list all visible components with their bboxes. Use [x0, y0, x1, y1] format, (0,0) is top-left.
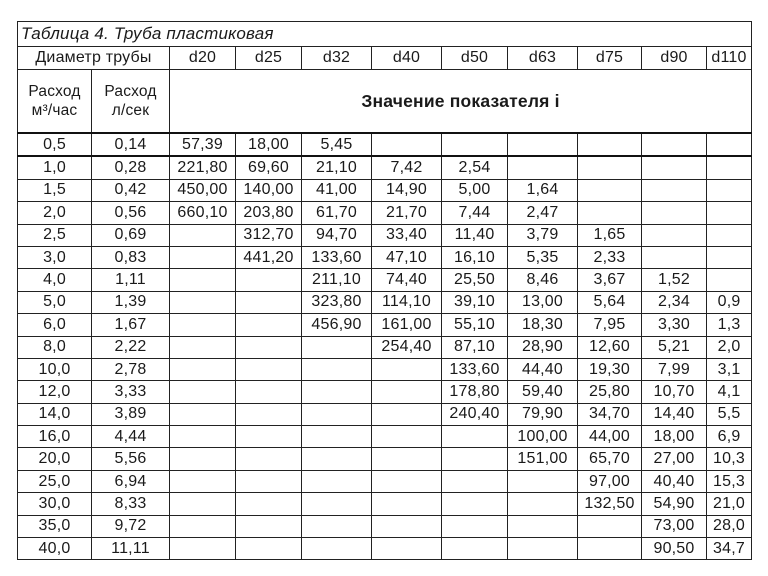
table-row: [18, 336, 752, 358]
value-cell: [508, 515, 578, 537]
value-cell: [170, 224, 236, 246]
value-cell: 34,70: [578, 403, 642, 425]
flow-m3h-cell: 0,5: [18, 133, 92, 156]
value-cell: 10,70: [642, 381, 707, 403]
value-cell: 5,5: [707, 403, 752, 425]
flow-ls-cell: 3,89: [92, 403, 170, 425]
value-cell: [302, 381, 372, 403]
value-cell: 18,30: [508, 314, 578, 336]
flow-m3h-cell: 30,0: [18, 493, 92, 515]
value-cell: [442, 515, 508, 537]
pipe-table-container: [17, 21, 751, 560]
value-cell: 254,40: [372, 336, 442, 358]
value-cell: 1,65: [578, 224, 642, 246]
value-cell: 15,3: [707, 470, 752, 492]
value-cell: 65,70: [578, 448, 642, 470]
table-row: [18, 358, 752, 380]
value-cell: 240,40: [442, 403, 508, 425]
flow-m3h-cell: 2,0: [18, 202, 92, 224]
diameter-label: Диаметр трубы: [18, 47, 170, 70]
value-cell: [578, 538, 642, 560]
flow-ls-cell: 5,56: [92, 448, 170, 470]
value-cell: [372, 470, 442, 492]
flow-m3h-cell: 4,0: [18, 269, 92, 291]
value-cell: 40,40: [642, 470, 707, 492]
flow-m3h-cell: 12,0: [18, 381, 92, 403]
flow-ls-cell: 0,42: [92, 179, 170, 201]
value-cell: [302, 470, 372, 492]
value-cell: 5,45: [302, 133, 372, 156]
value-cell: 203,80: [236, 202, 302, 224]
diameter-d90: d90: [642, 47, 707, 70]
diameter-d110: d110: [707, 47, 752, 70]
value-cell: [170, 426, 236, 448]
value-cell: [302, 426, 372, 448]
value-cell: 1,3: [707, 314, 752, 336]
flow-ls-cell: 1,11: [92, 269, 170, 291]
flow-m3h-cell: 40,0: [18, 538, 92, 560]
flow-ls-cell: 6,94: [92, 470, 170, 492]
value-cell: 97,00: [578, 470, 642, 492]
table-row: [18, 448, 752, 470]
flow-m3h-cell: 2,5: [18, 224, 92, 246]
value-cell: 19,30: [578, 358, 642, 380]
value-cell: 28,90: [508, 336, 578, 358]
value-cell: [508, 156, 578, 179]
value-cell: 33,40: [372, 224, 442, 246]
value-cell: 5,21: [642, 336, 707, 358]
value-cell: [236, 403, 302, 425]
flow-ls-cell: 0,69: [92, 224, 170, 246]
value-cell: 6,9: [707, 426, 752, 448]
value-cell: [578, 179, 642, 201]
value-cell: [707, 156, 752, 179]
flow-m3h-header-text: Расход м³/час: [28, 83, 81, 119]
flow-ls-cell: 9,72: [92, 515, 170, 537]
flow-ls-cell: 2,78: [92, 358, 170, 380]
diameter-d50: d50: [442, 47, 508, 70]
table-row: [18, 179, 752, 201]
table-row: [18, 381, 752, 403]
value-cell: 1,52: [642, 269, 707, 291]
value-cell: 21,0: [707, 493, 752, 515]
value-cell: [372, 133, 442, 156]
table-row: [18, 515, 752, 537]
value-cell: [170, 314, 236, 336]
value-cell: [236, 358, 302, 380]
table-row: [18, 269, 752, 291]
value-cell: 16,10: [442, 246, 508, 268]
value-cell: 132,50: [578, 493, 642, 515]
value-cell: [302, 448, 372, 470]
value-cell: 2,34: [642, 291, 707, 313]
value-cell: 456,90: [302, 314, 372, 336]
value-cell: 660,10: [170, 202, 236, 224]
value-cell: 61,70: [302, 202, 372, 224]
flow-ls-cell: 0,14: [92, 133, 170, 156]
value-cell: [372, 493, 442, 515]
value-cell: 441,20: [236, 246, 302, 268]
value-cell: [642, 202, 707, 224]
value-cell: 44,00: [578, 426, 642, 448]
value-cell: [508, 493, 578, 515]
table-row: [18, 426, 752, 448]
value-cell: 3,1: [707, 358, 752, 380]
flow-ls-header: [92, 70, 170, 134]
value-cell: [707, 133, 752, 156]
flow-ls-cell: 2,22: [92, 336, 170, 358]
value-cell: [372, 381, 442, 403]
table-row: [18, 246, 752, 268]
value-cell: [236, 470, 302, 492]
value-cell: [442, 426, 508, 448]
value-cell: 18,00: [236, 133, 302, 156]
value-cell: 5,00: [442, 179, 508, 201]
value-cell: [236, 381, 302, 403]
value-cell: [578, 515, 642, 537]
diameter-d25: d25: [236, 47, 302, 70]
value-cell: 39,10: [442, 291, 508, 313]
value-cell: 100,00: [508, 426, 578, 448]
value-cell: 3,79: [508, 224, 578, 246]
flow-m3h-cell: 25,0: [18, 470, 92, 492]
flow-ls-cell: 0,83: [92, 246, 170, 268]
value-cell: [170, 515, 236, 537]
value-cell: [642, 156, 707, 179]
flow-ls-header-text: Расход л/сек: [104, 83, 157, 119]
value-cell: [442, 493, 508, 515]
value-cell: [236, 538, 302, 560]
value-cell: [642, 133, 707, 156]
diameter-d63: d63: [508, 47, 578, 70]
value-cell: 14,40: [642, 403, 707, 425]
value-cell: [170, 381, 236, 403]
value-cell: [578, 133, 642, 156]
value-cell: 133,60: [442, 358, 508, 380]
flow-m3h-cell: 8,0: [18, 336, 92, 358]
value-cell: 221,80: [170, 156, 236, 179]
value-cell: [508, 538, 578, 560]
value-cell: [170, 538, 236, 560]
value-cell: [236, 493, 302, 515]
value-cell: 5,35: [508, 246, 578, 268]
table-row: [18, 493, 752, 515]
flow-ls-cell: 4,44: [92, 426, 170, 448]
value-cell: 7,42: [372, 156, 442, 179]
table-row: [18, 202, 752, 224]
value-cell: 7,44: [442, 202, 508, 224]
flow-m3h-cell: 35,0: [18, 515, 92, 537]
flow-ls-cell: 0,56: [92, 202, 170, 224]
value-cell: 69,60: [236, 156, 302, 179]
value-cell: [302, 515, 372, 537]
value-cell: 25,50: [442, 269, 508, 291]
value-cell: 5,64: [578, 291, 642, 313]
value-cell: 4,1: [707, 381, 752, 403]
value-cell: [372, 448, 442, 470]
diameter-d75: d75: [578, 47, 642, 70]
value-cell: [170, 470, 236, 492]
flow-ls-cell: 1,67: [92, 314, 170, 336]
value-cell: 0,9: [707, 291, 752, 313]
value-cell: [442, 538, 508, 560]
flow-m3h-cell: 1,0: [18, 156, 92, 179]
value-cell: [170, 403, 236, 425]
value-cell: 14,90: [372, 179, 442, 201]
flow-m3h-cell: 5,0: [18, 291, 92, 313]
value-cell: 450,00: [170, 179, 236, 201]
value-cell: [236, 314, 302, 336]
value-cell: 57,39: [170, 133, 236, 156]
flow-m3h-cell: 16,0: [18, 426, 92, 448]
value-cell: [170, 291, 236, 313]
value-cell: [442, 448, 508, 470]
value-cell: [508, 470, 578, 492]
value-cell: 7,99: [642, 358, 707, 380]
value-cell: 54,90: [642, 493, 707, 515]
value-cell: 8,46: [508, 269, 578, 291]
value-cell: [642, 246, 707, 268]
table-title: Таблица 4. Труба пластиковая: [18, 22, 752, 47]
value-cell: 27,00: [642, 448, 707, 470]
value-cell: [170, 269, 236, 291]
diameter-d20: d20: [170, 47, 236, 70]
flow-ls-cell: 8,33: [92, 493, 170, 515]
table-row: [18, 133, 752, 156]
value-cell: [236, 336, 302, 358]
value-cell: 73,00: [642, 515, 707, 537]
value-cell: 312,70: [236, 224, 302, 246]
flow-m3h-cell: 6,0: [18, 314, 92, 336]
value-cell: 2,33: [578, 246, 642, 268]
value-cell: [170, 358, 236, 380]
value-cell: [302, 403, 372, 425]
value-cell: 2,54: [442, 156, 508, 179]
value-cell: [302, 358, 372, 380]
value-cell: [707, 224, 752, 246]
value-cell: 55,10: [442, 314, 508, 336]
value-cell: 25,80: [578, 381, 642, 403]
value-cell: 94,70: [302, 224, 372, 246]
value-cell: 34,7: [707, 538, 752, 560]
value-header: Значение показателя i: [170, 70, 752, 134]
value-cell: 13,00: [508, 291, 578, 313]
value-cell: 2,0: [707, 336, 752, 358]
flow-m3h-cell: 10,0: [18, 358, 92, 380]
value-cell: 211,10: [302, 269, 372, 291]
value-cell: 21,10: [302, 156, 372, 179]
value-cell: 323,80: [302, 291, 372, 313]
value-cell: [372, 403, 442, 425]
value-cell: 1,64: [508, 179, 578, 201]
value-cell: [302, 538, 372, 560]
value-cell: 21,70: [372, 202, 442, 224]
table-row: [18, 314, 752, 336]
value-cell: [236, 426, 302, 448]
flow-ls-cell: 1,39: [92, 291, 170, 313]
value-cell: [170, 493, 236, 515]
value-cell: [372, 426, 442, 448]
pipe-resistance-table: [17, 21, 752, 560]
value-cell: [442, 470, 508, 492]
table-row: [18, 224, 752, 246]
value-cell: [236, 515, 302, 537]
value-cell: 10,3: [707, 448, 752, 470]
value-cell: [707, 246, 752, 268]
value-cell: 2,47: [508, 202, 578, 224]
table-row: [18, 291, 752, 313]
value-cell: [707, 269, 752, 291]
flow-m3h-cell: 3,0: [18, 246, 92, 268]
value-cell: [372, 538, 442, 560]
flow-ls-cell: 11,11: [92, 538, 170, 560]
value-cell: [236, 291, 302, 313]
value-cell: 44,40: [508, 358, 578, 380]
value-cell: [442, 133, 508, 156]
table-row: [18, 538, 752, 560]
diameter-d32: d32: [302, 47, 372, 70]
value-cell: 41,00: [302, 179, 372, 201]
flow-ls-cell: 3,33: [92, 381, 170, 403]
value-cell: [302, 493, 372, 515]
flow-m3h-cell: 1,5: [18, 179, 92, 201]
value-cell: 3,30: [642, 314, 707, 336]
table-row: [18, 156, 752, 179]
value-cell: 161,00: [372, 314, 442, 336]
value-cell: [302, 336, 372, 358]
table-row: [18, 470, 752, 492]
value-cell: [707, 202, 752, 224]
value-cell: [372, 358, 442, 380]
value-cell: 87,10: [442, 336, 508, 358]
value-cell: 12,60: [578, 336, 642, 358]
value-cell: 178,80: [442, 381, 508, 403]
flow-ls-cell: 0,28: [92, 156, 170, 179]
value-cell: [578, 202, 642, 224]
value-cell: 11,40: [442, 224, 508, 246]
value-cell: [170, 336, 236, 358]
value-cell: [642, 224, 707, 246]
value-cell: 151,00: [508, 448, 578, 470]
value-cell: [372, 515, 442, 537]
value-cell: [508, 133, 578, 156]
value-cell: 7,95: [578, 314, 642, 336]
value-cell: 59,40: [508, 381, 578, 403]
value-cell: 47,10: [372, 246, 442, 268]
value-cell: 79,90: [508, 403, 578, 425]
value-cell: [642, 179, 707, 201]
value-cell: 28,0: [707, 515, 752, 537]
value-cell: [578, 156, 642, 179]
value-cell: [236, 269, 302, 291]
value-cell: [707, 179, 752, 201]
diameter-d40: d40: [372, 47, 442, 70]
flow-m3h-cell: 20,0: [18, 448, 92, 470]
value-cell: [236, 448, 302, 470]
value-cell: 133,60: [302, 246, 372, 268]
flow-m3h-header: [18, 70, 92, 134]
value-cell: 140,00: [236, 179, 302, 201]
table-row: [18, 403, 752, 425]
flow-m3h-cell: 14,0: [18, 403, 92, 425]
value-cell: 3,67: [578, 269, 642, 291]
value-cell: [170, 448, 236, 470]
value-cell: 74,40: [372, 269, 442, 291]
value-cell: 90,50: [642, 538, 707, 560]
value-cell: 114,10: [372, 291, 442, 313]
value-cell: [170, 246, 236, 268]
value-cell: 18,00: [642, 426, 707, 448]
